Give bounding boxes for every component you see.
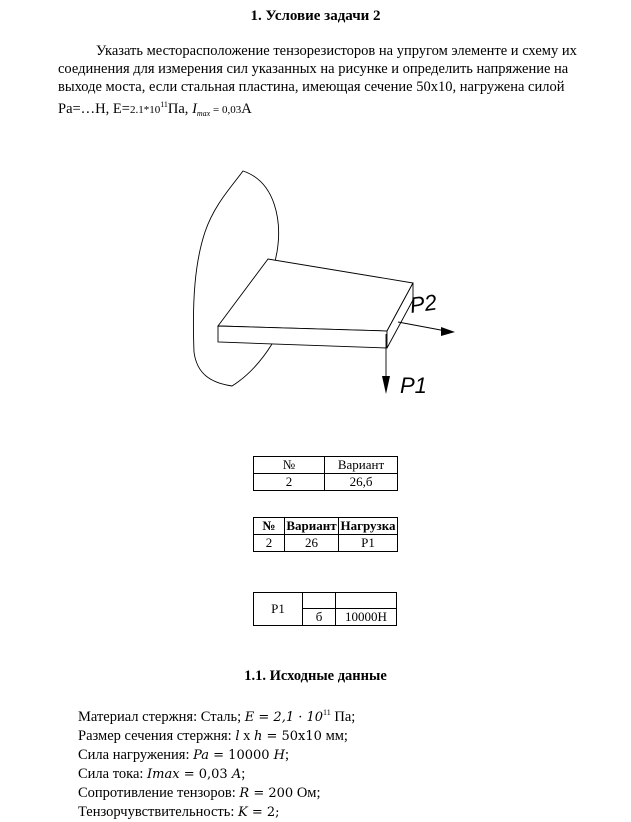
current-label: Сила тока: bbox=[78, 765, 148, 782]
section-label: Размер сечения стержня: bbox=[78, 727, 236, 744]
section-x: x bbox=[239, 727, 254, 744]
force-table bbox=[253, 592, 397, 626]
resistance-line bbox=[78, 784, 355, 803]
t3-empty-a bbox=[303, 593, 336, 609]
section-unit: мм; bbox=[321, 727, 348, 744]
section-h: h bbox=[253, 728, 263, 744]
material-label: Материал стержня: Сталь; bbox=[78, 708, 245, 725]
load-math: Pa bbox=[193, 747, 210, 763]
section-value: = 50x10 bbox=[262, 728, 322, 744]
current-unit: A bbox=[231, 766, 242, 782]
t1-cell-variant: 26,б bbox=[325, 474, 398, 491]
t2-header-variant: Вариант bbox=[286, 518, 337, 533]
unit-pa: Па, bbox=[167, 100, 189, 117]
resistance-math: R bbox=[239, 785, 250, 801]
load-line: Сила нагружения: Pa = 10000 H; bbox=[78, 746, 290, 763]
t1-header-variant: Вариант bbox=[325, 457, 398, 474]
imax-symbol: I bbox=[192, 100, 197, 117]
t2-cell-num: 2 bbox=[254, 535, 285, 552]
material-line bbox=[78, 703, 355, 727]
load-label: Сила нагружения: bbox=[78, 746, 194, 763]
material-unit: Па; bbox=[330, 708, 356, 725]
t1-cell-num: 2 bbox=[254, 474, 325, 491]
t3-variant: б bbox=[303, 609, 336, 626]
task-text: Указать месторасположение тензорезисторов на упругом элементе и схему их соединения для измерения сил указанных на рисунке и определить напряжение на выходе моста, если стальная пластина, имеющая сечение 50х10, нагружена силой Ра=…Н, Е= bbox=[58, 43, 577, 117]
imax-value: = 0,03 bbox=[210, 103, 242, 116]
material-exponent: 11 bbox=[323, 708, 331, 717]
section-line bbox=[78, 727, 355, 746]
sensitivity-value: = 2; bbox=[247, 804, 280, 820]
page-title: 1. Условие задачи 2 bbox=[250, 8, 381, 24]
current-math: Imax bbox=[147, 766, 180, 782]
p1-label: P1 bbox=[400, 373, 427, 398]
p1-arrow-head bbox=[382, 376, 390, 394]
load-table bbox=[253, 517, 398, 552]
t3-value: 10000Н bbox=[336, 609, 397, 626]
material-math: E = 2,1 · 10 bbox=[244, 709, 324, 725]
e-value: 2.1*10 bbox=[129, 103, 161, 116]
sensitivity-math: K bbox=[238, 804, 248, 820]
resistance-label: Сопротивление тензоров: bbox=[78, 784, 240, 801]
imax-subscript: max bbox=[196, 108, 211, 118]
section-l: l bbox=[235, 728, 240, 744]
p2-label: P2 bbox=[408, 289, 439, 318]
unit-a: А bbox=[241, 100, 252, 117]
initial-data-list bbox=[78, 703, 355, 822]
t1-header-num: № bbox=[254, 457, 325, 474]
t3-empty-b bbox=[336, 593, 397, 609]
p2-arrow-head bbox=[441, 327, 455, 336]
resistance-unit: Ом; bbox=[293, 784, 321, 801]
t3-label: Р1 bbox=[254, 593, 303, 626]
sensitivity-label: Тензорчувствительность: bbox=[78, 803, 238, 820]
plate-top-face bbox=[218, 259, 413, 331]
load-unit: H bbox=[273, 747, 286, 763]
section-heading: 1.1. Исходные данные bbox=[244, 668, 387, 684]
t2-header-load: Нагрузка bbox=[340, 518, 396, 533]
p2-arrow-line bbox=[398, 322, 446, 331]
current-line: Сила тока: Imax = 0,03 A; bbox=[78, 765, 246, 782]
e-exponent: 11 bbox=[160, 100, 168, 109]
t2-cell-variant: 26 bbox=[285, 535, 339, 552]
variant-table bbox=[253, 456, 398, 491]
load-value: = 10000 bbox=[209, 747, 274, 763]
resistance-value: = 200 bbox=[249, 785, 294, 801]
current-value: = 0,03 bbox=[179, 766, 232, 782]
sensitivity-line bbox=[78, 803, 355, 822]
t2-cell-load: Р1 bbox=[339, 535, 398, 552]
t2-header-num: № bbox=[254, 518, 285, 535]
